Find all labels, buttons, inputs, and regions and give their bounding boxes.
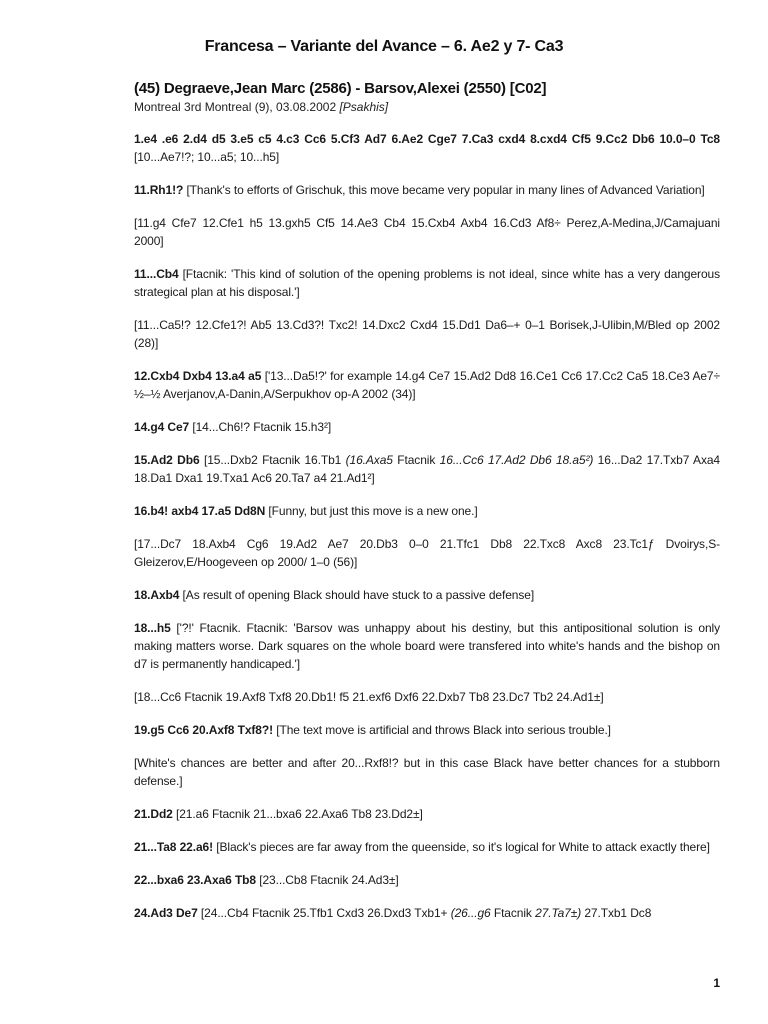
variation-italic: 27.Ta7±) — [535, 906, 582, 920]
comment-text: [The text move is artificial and throws Black into serious trouble.] — [273, 723, 611, 737]
comment-text: [15...Dxb2 Ftacnik 16.Tb1 — [199, 453, 346, 467]
annotation-paragraph — [134, 535, 720, 571]
comment-text: [10...Ae7!?; 10...a5; 10...h5] — [134, 150, 280, 164]
annotation-paragraph — [134, 904, 720, 922]
annotation-paragraph — [134, 316, 720, 352]
move-text: 24.Ad3 De7 — [134, 906, 198, 920]
annotation-paragraphs — [134, 130, 720, 922]
annotation-paragraph — [134, 502, 720, 520]
annotation-paragraph — [134, 688, 720, 706]
annotation-paragraph — [134, 130, 720, 166]
comment-text: [Black's pieces are far away from the queenside, so it's logical for White to attack exactly there] — [213, 840, 710, 854]
move-text: 18...h5 — [134, 621, 171, 635]
game-annotator: [Psakhis] — [339, 100, 389, 114]
annotation-paragraph — [134, 181, 720, 199]
move-text: 14.g4 Ce7 — [134, 420, 190, 434]
game-source-text: Montreal 3rd Montreal (9), 03.08.2002 — [134, 100, 340, 114]
annotation-paragraph — [134, 418, 720, 436]
move-text: 11...Cb4 — [134, 267, 179, 281]
comment-text: [24...Cb4 Ftacnik 25.Tfb1 Cxd3 26.Dxd3 Txb1+ — [197, 906, 451, 920]
comment-text: [Ftacnik: 'This kind of solution of the opening problems is not ideal, since white has a very dangerous strategical plan at his disposal.'] — [134, 267, 720, 299]
annotation-paragraph — [134, 721, 720, 739]
annotation-paragraph — [134, 754, 720, 790]
variation-italic: (26...g6 — [450, 906, 491, 920]
annotation-paragraph — [134, 619, 720, 673]
move-text: 21...Ta8 22.a6! — [134, 840, 213, 854]
comment-text: [14...Ch6!? Ftacnik 15.h3²] — [189, 420, 332, 434]
move-text: 15.Ad2 Db6 — [134, 453, 200, 467]
move-text: 16.b4! axb4 17.a5 Dd8N — [134, 504, 266, 518]
comment-text: [Funny, but just this move is a new one.] — [265, 504, 478, 518]
comment-text: [21.a6 Ftacnik 21...bxa6 22.Axa6 Tb8 23.Dd2±] — [172, 807, 423, 821]
annotation-paragraph — [134, 451, 720, 487]
annotation-paragraph — [134, 871, 720, 889]
move-text: 1.e4 .e6 2.d4 d5 3.e5 c5 4.c3 Cc6 5.Cf3 Ad7 6.Ae2 Cge7 7.Ca3 cxd4 8.cxd4 Cf5 9.Cc2 Db6 10.0–0 Tc8 — [134, 132, 720, 146]
comment-text: Ftacnik — [392, 453, 440, 467]
page-number: 1 — [713, 976, 720, 990]
comment-text: 16...Da2 17.Txb7 Axa4 18.Da1 Dxa1 19.Txa1 Ac6 20.Ta7 a4 21.Ad1²] — [134, 453, 721, 485]
move-text: 12.Cxb4 Dxb4 13.a4 a5 — [134, 369, 262, 383]
comment-text: ['13...Da5!?' for example 14.g4 Ce7 15.Ad2 Dd8 16.Ce1 Cc6 17.Cc2 Ca5 18.Ce3 Ae7÷ ½–½ Averjanov,A-Danin,A/Serpukhov op-A 2002 (34)] — [134, 369, 720, 401]
annotation-paragraph — [134, 214, 720, 250]
game-header: (45) Degraeve,Jean Marc (2586) - Barsov,Alexei (2550) [C02] — [134, 80, 547, 97]
document-body — [134, 80, 720, 937]
move-text: 21.Dd2 — [134, 807, 173, 821]
move-text: 19.g5 Cc6 20.Axf8 Txf8?! — [134, 723, 273, 737]
comment-text: [White's chances are better and after 20...Rxf8!? but in this case Black have better chances for a stubborn defense.] — [134, 756, 720, 788]
move-text: 18.Axb4 — [134, 588, 180, 602]
game-source — [134, 100, 720, 114]
move-text: 11.Rh1!? — [134, 183, 184, 197]
document-title: Francesa – Variante del Avance – 6. Ae2 y 7- Ca3 — [204, 38, 564, 55]
annotation-paragraph — [134, 367, 720, 403]
variation-italic: (16.Axa5 — [345, 453, 393, 467]
comment-text: [11...Ca5!? 12.Cfe1?! Ab5 13.Cd3?! Txc2! 14.Dxc2 Cxd4 15.Dd1 Da6–+ 0–1 Borisek,J-Ulibin,M/Bled op 2002 (28)] — [134, 318, 720, 350]
comment-text: [Thank's to efforts of Grischuk, this move became very popular in many lines of Advanced Variation] — [183, 183, 705, 197]
variation-italic: 16...Cc6 17.Ad2 Db6 18.a5²) — [439, 453, 594, 467]
comment-text: Ftacnik — [490, 906, 536, 920]
annotation-paragraph — [134, 838, 720, 856]
annotation-paragraph — [134, 265, 720, 301]
comment-text: [As result of opening Black should have stuck to a passive defense] — [179, 588, 535, 602]
annotation-paragraph — [134, 586, 720, 604]
comment-text: [11.g4 Cfe7 12.Cfe1 h5 13.gxh5 Cf5 14.Ae3 Cb4 15.Cxb4 Axb4 16.Cd3 Af8÷ Perez,A-Medina,J/Camajuani 2000] — [134, 216, 720, 248]
comment-text: [17...Dc7 18.Axb4 Cg6 19.Ad2 Ae7 20.Db3 0–0 21.Tfc1 Db8 22.Txc8 Axc8 23.Tc1ƒ Dvoirys,S-Gleizerov,E/Hoogeveen op 2000/ 1–0 (56)] — [134, 537, 720, 569]
annotation-paragraph — [134, 805, 720, 823]
comment-text: ['?!' Ftacnik. Ftacnik: 'Barsov was unhappy about his destiny, but this antipositional solution is only making matters worse. Dark squares on the whole board were transfered into white's hands and the bishop on d7 is permanently handicaped.'] — [134, 621, 720, 671]
comment-text: [18...Cc6 Ftacnik 19.Axf8 Txf8 20.Db1! f5 21.exf6 Dxf6 22.Dxb7 Tb8 23.Dc7 Tb2 24.Ad1±] — [134, 690, 604, 704]
comment-text: 27.Txb1 Dc8 — [581, 906, 652, 920]
move-text: 22...bxa6 23.Axa6 Tb8 — [134, 873, 256, 887]
comment-text: [23...Cb8 Ftacnik 24.Ad3±] — [255, 873, 399, 887]
